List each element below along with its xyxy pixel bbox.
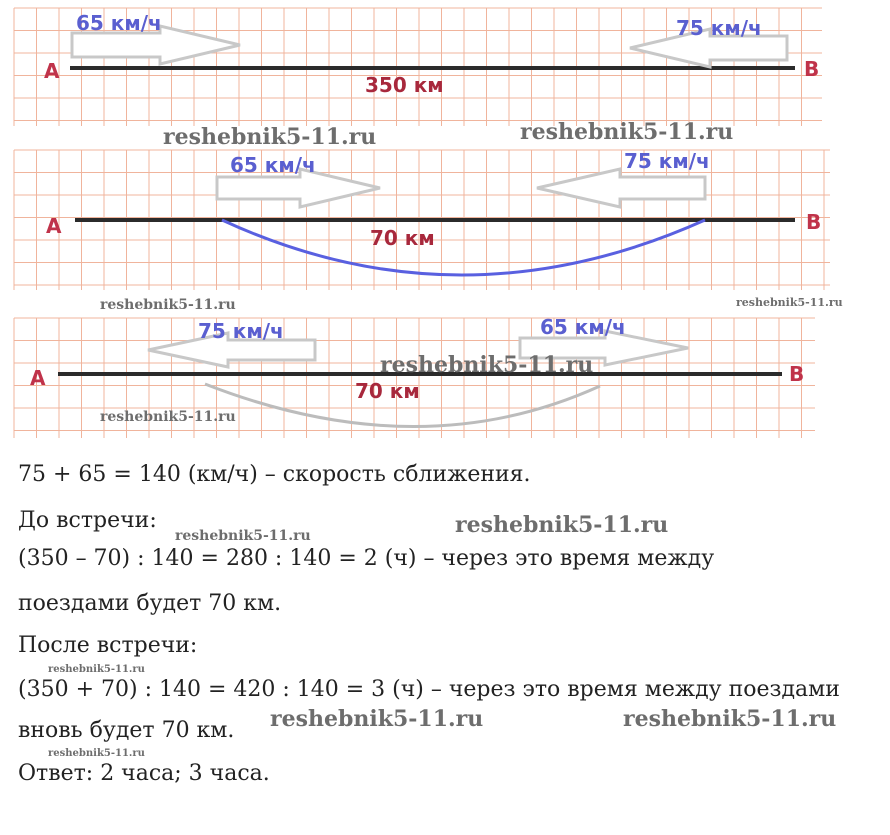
before-meeting-cont: поездами будет 70 км.: [18, 591, 282, 616]
arrow-left-icon: [537, 169, 705, 207]
watermark: reshebnik5-11.ru: [100, 409, 236, 425]
point-b-label: В: [806, 210, 822, 234]
watermarks: [100, 119, 843, 425]
point-a-label: А: [46, 214, 62, 238]
point-a-label: А: [44, 59, 60, 83]
watermark: reshebnik5-11.ru: [520, 119, 734, 145]
speed-left-label: 75 км/ч: [198, 319, 284, 343]
speed-right-label: 65 км/ч: [540, 315, 626, 339]
watermark: reshebnik5-11.ru: [270, 706, 484, 732]
distance-label: 350 км: [365, 73, 444, 97]
speed-right-label: 75 км/ч: [624, 149, 710, 173]
watermark: reshebnik5-11.ru: [48, 664, 145, 675]
after-meeting-heading: После встречи:: [18, 633, 198, 658]
watermark: reshebnik5-11.ru: [100, 297, 236, 313]
point-a-label: А: [30, 366, 46, 390]
watermark: reshebnik5-11.ru: [48, 748, 145, 759]
after-meeting-cont: вновь будет 70 км.: [18, 718, 235, 743]
speed-right-label: 75 км/ч: [676, 16, 762, 40]
diagram-1: [44, 11, 819, 97]
before-meeting-heading: До встречи:: [18, 508, 157, 533]
speed-left-label: 65 км/ч: [230, 153, 316, 177]
watermark: reshebnik5-11.ru: [175, 528, 311, 544]
after-meeting-calc: (350 + 70) : 140 = 420 : 140 = 3 (ч) – через это время между поездами: [18, 677, 840, 702]
watermark: reshebnik5-11.ru: [380, 352, 594, 378]
speed-left-label: 65 км/ч: [76, 11, 162, 35]
watermark: reshebnik5-11.ru: [623, 706, 837, 732]
distance-label: 70 км: [355, 379, 420, 403]
speed-calc-line: 75 + 65 = 140 (км/ч) – скорость сближения.: [18, 462, 531, 487]
diagram-2: [46, 149, 821, 275]
watermark: reshebnik5-11.ru: [736, 296, 843, 309]
watermark: reshebnik5-11.ru: [163, 124, 377, 150]
answer-line: Ответ: 2 часа; 3 часа.: [18, 761, 270, 786]
watermark: reshebnik5-11.ru: [455, 512, 669, 538]
before-meeting-calc: (350 – 70) : 140 = 280 : 140 = 2 (ч) – через это время между: [18, 546, 715, 571]
point-b-label: В: [789, 362, 805, 386]
distance-label: 70 км: [370, 226, 435, 250]
point-b-label: В: [804, 57, 820, 81]
